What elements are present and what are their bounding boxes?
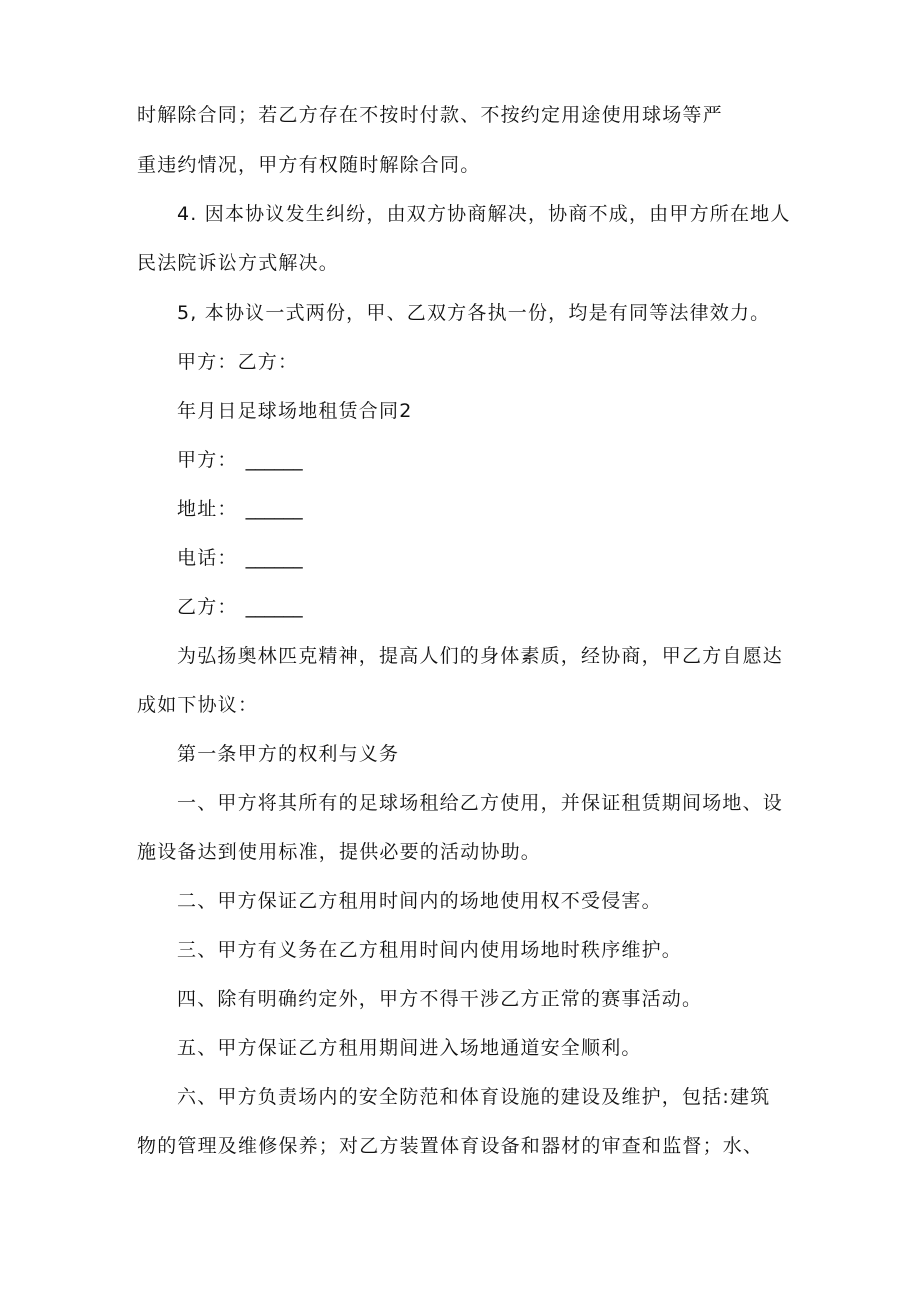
text-line: 一、甲方将其所有的足球场租给乙方使用，并保证租赁期间场地、设 xyxy=(177,792,784,814)
text-line: 五、甲方保证乙方租用期间进入场地通道安全顺利。 xyxy=(177,1037,642,1059)
party-a-field xyxy=(177,448,303,472)
text-line: 4. 因本协议发生纠纷，由双方协商解决，协商不成，由甲方所在地人 xyxy=(177,203,791,225)
text-line: 时解除合同；若乙方存在不按时付款、不按约定用途使用球场等严 xyxy=(137,104,723,126)
field-label: 地址： xyxy=(177,498,238,520)
address-field xyxy=(177,497,303,521)
article-heading: 第一条甲方的权利与义务 xyxy=(177,743,400,765)
text-line: 为弘扬奥林匹克精神，提高人们的身体素质，经协商，甲乙方自愿达 xyxy=(177,645,784,667)
text-line: 六、甲方负责场内的安全防范和体育设施的建设及维护，包括:建筑 xyxy=(177,1086,771,1108)
text-line: 三、甲方有义务在乙方租用时间内使用场地时秩序维护。 xyxy=(177,939,683,961)
text-line: 重违约情况，甲方有权随时解除合同。 xyxy=(137,154,481,176)
field-blank: ______ xyxy=(245,498,303,520)
field-label: 乙方： xyxy=(177,596,238,618)
text-line: 物的管理及维修保养；对乙方装置体育设备和器材的审查和监督；水、 xyxy=(137,1135,764,1157)
field-blank: ______ xyxy=(245,596,303,618)
field-label: 电话： xyxy=(177,547,238,569)
text-line: 二、甲方保证乙方租用时间内的场地使用权不受侵害。 xyxy=(177,890,662,912)
text-line: 5, 本协议一式两份，甲、乙双方各执一份，均是有同等法律效力。 xyxy=(177,302,771,324)
text-line: 四、除有明确约定外，甲方不得干涉乙方正常的赛事活动。 xyxy=(177,988,703,1010)
party-b-field xyxy=(177,595,303,619)
field-blank: ______ xyxy=(245,449,303,471)
text-line: 成如下协议： xyxy=(137,694,259,716)
text-line: 民法院诉讼方式解决。 xyxy=(137,252,340,274)
text-line: 施设备达到使用标准，提供必要的活动协助。 xyxy=(137,841,542,863)
signature-line: 甲方：乙方： xyxy=(177,351,299,373)
phone-field xyxy=(177,546,303,570)
section-title: 年月日足球场地租赁合同2 xyxy=(177,400,413,422)
field-label: 甲方： xyxy=(177,449,238,471)
field-blank: ______ xyxy=(245,547,303,569)
